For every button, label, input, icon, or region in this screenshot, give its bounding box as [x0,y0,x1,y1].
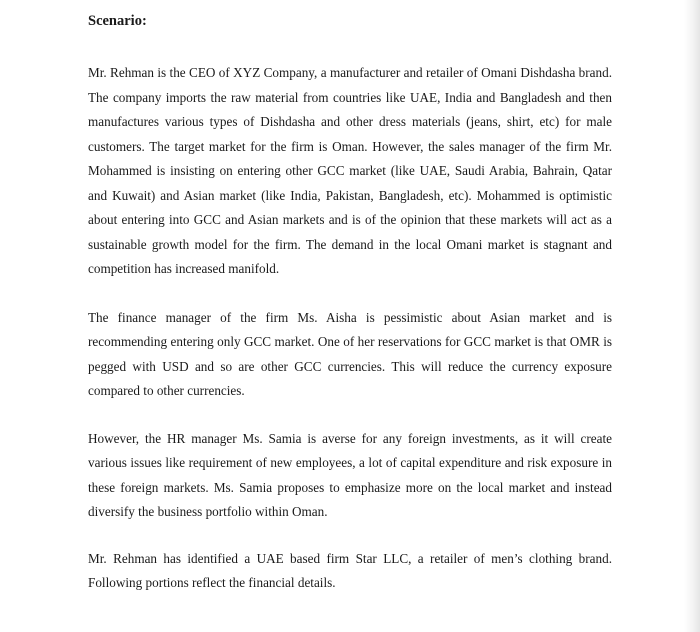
paragraph-hr-manager: However, the HR manager Ms. Samia is averse for any foreign investments, as it will create various issues like requirement of new employees, a lot of capital expenditure and risk exposure in these foreign markets. Ms. Samia proposes to emphasize more on the local market and instead diversify the business portfolio within Oman. [88,430,612,519]
paragraph-finance-manager: The finance manager of the firm Ms. Aisha is pessimistic about Asian market and is recommending entering only GCC market. One of her reservations for GCC market is that OMR is pegged with USD and so are other GCC currencies. This will reduce the currency exposure compared to other currencies. [88,309,612,398]
paragraph-star-llc: Mr. Rehman has identified a UAE based firm Star LLC, a retailer of men’s clothing brand. Following portions reflect the financial details. [88,550,612,590]
page-edge-shadow [684,0,700,632]
paragraph-company-overview: Mr. Rehman is the CEO of XYZ Company, a manufacturer and retailer of Omani Dishdasha brand. The company imports the raw material from countries like UAE, India and Bangladesh and then manufactures various types of Dishdasha and other dress materials (jeans, shirt, etc) for male customers. The target market for the firm is Oman. However, the sales manager of the firm Mr. Mohammed is insisting on entering other GCC market (like UAE, Saudi Arabia, Bahrain, Qatar and Kuwait) and Asian market (like India, Pakistan, Bangladesh, etc). Mohammed is optimistic about entering into GCC and Asian markets and is of the opinion that these markets will act as a sustainable growth model for the firm. The demand in the local Omani market is stagnant and competition has increased manifold. [88,65,612,276]
document-body [88,10,612,619]
scenario-heading: Scenario: [88,13,147,29]
